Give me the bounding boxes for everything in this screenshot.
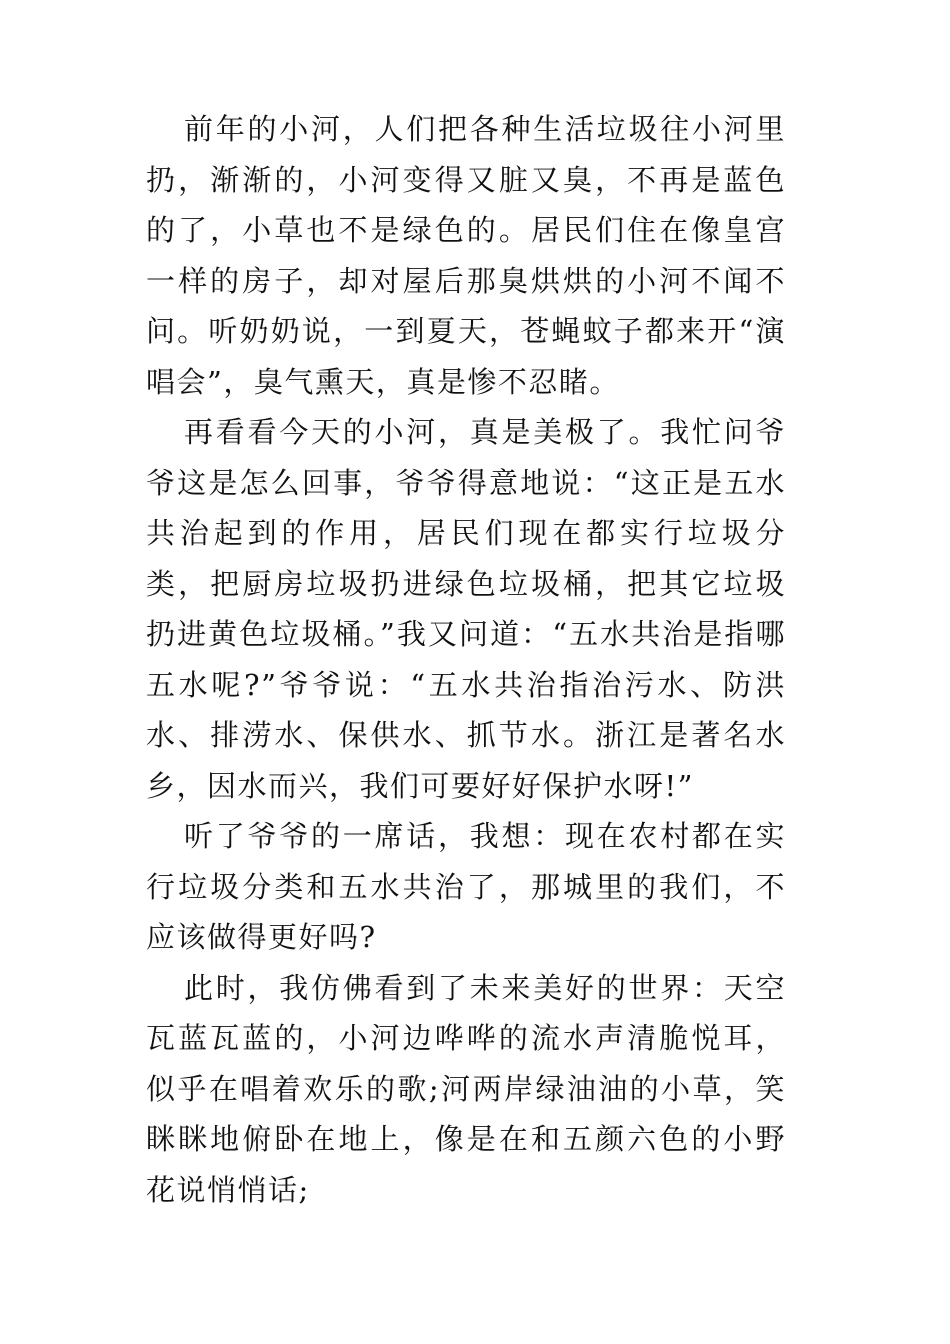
paragraph-2: 再看看今天的小河，真是美极了。我忙问爷爷这是怎么回事，爷爷得意地说：“这正是五水共治起到的作用，居民们现在都实行垃圾分类，把厨房垃圾扔进绿色垃圾桶，把其它垃圾扔进黄色垃圾桶。”我又问道：“五水共治是指哪五水呢?”爷爷说：“五水共治指治污水、防洪水、排涝水、保供水、抓节水。浙江是著名水乡，因水而兴，我们可要好好保护水呀!” bbox=[146, 415, 786, 803]
paragraph-4: 此时，我仿佛看到了未来美好的世界：天空瓦蓝瓦蓝的，小河边哗哗的流水声清脆悦耳，似乎在唱着欢乐的歌;河两岸绿油油的小草，笑眯眯地俯卧在地上，像是在和五颜六色的小野花说悄悄话; bbox=[146, 970, 786, 1207]
paragraph-1: 前年的小河，人们把各种生活垃圾往小河里扔，渐渐的，小河变得又脏又臭，不再是蓝色的了，小草也不是绿色的。居民们住在像皇宫一样的房子，却对屋后那臭烘烘的小河不闻不问。听奶奶说，一到夏天，苍蝇蚊子都来开“演唱会”，臭气熏天，真是惨不忍睹。 bbox=[146, 112, 786, 399]
paragraph-3: 听了爷爷的一席话，我想：现在农村都在实行垃圾分类和五水共治了，那城里的我们，不应该做得更好吗? bbox=[146, 819, 786, 954]
document-body bbox=[146, 104, 786, 1215]
